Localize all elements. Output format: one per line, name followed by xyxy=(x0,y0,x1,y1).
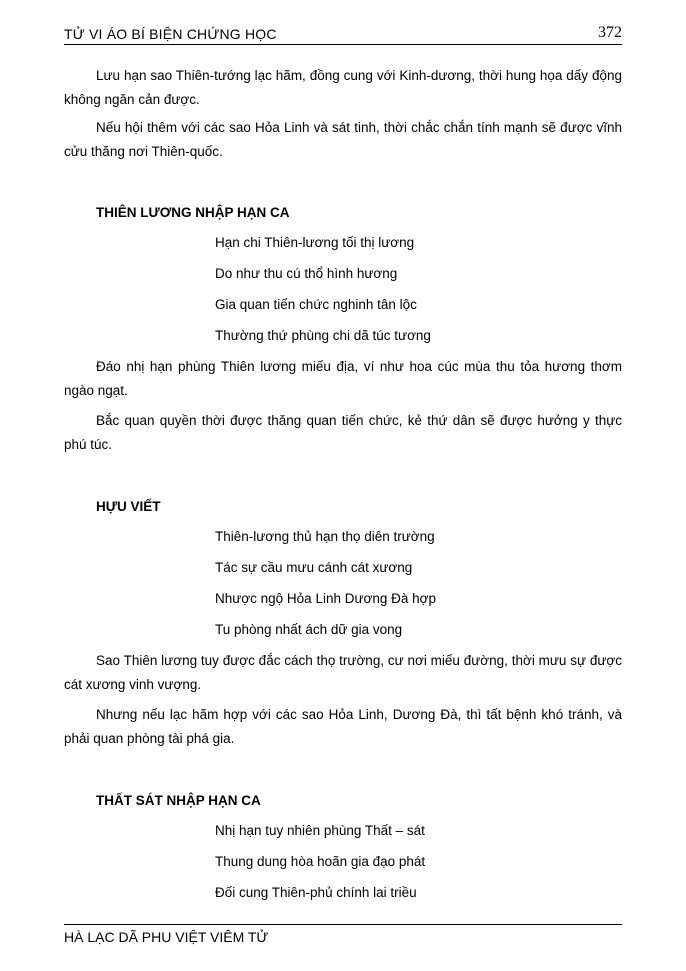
verse-line: Do như thu cú thổ hình hương xyxy=(215,266,398,281)
page-number: 372 xyxy=(598,24,622,41)
book-title: TỬ VI ÁO BÍ BIỆN CHỨNG HỌC xyxy=(64,26,277,42)
verse-line: Thiên-lương thủ hạn thọ diên trường xyxy=(215,529,435,544)
verse-line: Tác sự cầu mưu cánh cát xương xyxy=(215,560,413,575)
paragraph: Đáo nhị hạn phùng Thiên lương miếu địa, ví như hoa cúc mùa thu tỏa hương thơm ngào ngạt. xyxy=(64,359,622,398)
verse-line: Hạn chi Thiên-lương tối thị lương xyxy=(215,235,415,250)
verse-line: Đối cung Thiên-phủ chính lai triều xyxy=(215,885,417,900)
verse-line: Thung dung hòa hoãn gia đạo phát xyxy=(215,854,426,869)
verse-line: Tu phòng nhất ách dữ gia vong xyxy=(215,622,403,637)
paragraph: Nếu hội thêm với các sao Hỏa Linh và sát tinh, thời chắc chắn tính mạnh sẽ được vĩnh cửu thăng nơi Thiên-quốc. xyxy=(64,120,622,159)
verse-line: Nhược ngộ Hỏa Linh Dương Đà hợp xyxy=(215,591,436,606)
section-heading: THIÊN LƯƠNG NHẬP HẠN CA xyxy=(96,205,290,220)
footer-author: HÀ LẠC DÃ PHU VIỆT VIÊM TỬ xyxy=(64,929,269,945)
paragraph: Lưu hạn sao Thiên-tướng lạc hãm, đồng cung với Kinh-dương, thời hung họa dấy động không ngăn cản được. xyxy=(64,68,622,107)
verse-line: Thường thứ phùng chi dã túc tương xyxy=(215,328,431,343)
paragraph: Sao Thiên lương tuy được đắc cách thọ trường, cư nơi miếu đường, thời mưu sự được cát xương vinh vượng. xyxy=(64,653,622,692)
paragraph: Bắc quan quyền thời được thăng quan tiến chức, kẻ thứ dân sẽ được hưởng y thực phú túc. xyxy=(64,413,622,452)
verse-line: Nhị hạn tuy nhiên phùng Thất – sát xyxy=(215,823,425,838)
section-heading: HỰU VIẾT xyxy=(96,499,161,514)
page-footer xyxy=(64,924,622,945)
section-heading: THẤT SÁT NHẬP HẠN CA xyxy=(96,793,261,808)
page-header xyxy=(64,24,622,45)
verse-line: Gia quan tiến chức nghinh tân lộc xyxy=(215,297,417,312)
paragraph: Nhưng nếu lạc hãm hợp với các sao Hỏa Linh, Dương Đà, thì tất bệnh khó tránh, và phải quan phòng tài phá gia. xyxy=(64,707,622,746)
